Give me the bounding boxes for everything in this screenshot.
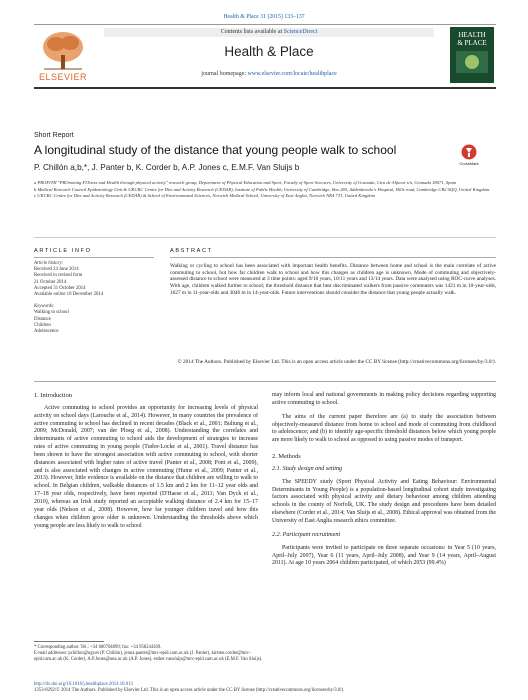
history-item: Received 24 June 2014 (34, 267, 79, 273)
tree-icon (34, 29, 92, 73)
crossmark-icon (461, 144, 477, 160)
publisher-logo-text: ELSEVIER (38, 72, 88, 82)
keyword: Adolescence (34, 329, 59, 335)
divider (34, 237, 496, 238)
divider (170, 257, 496, 258)
divider (34, 257, 154, 258)
article-info (34, 261, 154, 335)
history-item: Received in revised form (34, 273, 83, 279)
contents-prefix: Contents lists available at (220, 29, 283, 35)
homepage-prefix: journal homepage: (201, 71, 247, 77)
article-info-heading: ARTICLE INFO (34, 248, 92, 254)
subsection-heading: 2.2. Participant recruitment (272, 531, 341, 538)
footnote (34, 645, 264, 663)
body-column-left (34, 392, 258, 536)
keyword: Distance (34, 316, 51, 322)
journal-cover-thumbnail[interactable] (450, 27, 494, 83)
journal-reference[interactable]: Health & Place 31 (2015) 133–137 (223, 14, 305, 20)
divider (34, 381, 496, 382)
license-line: 1353-8292/© 2014 The Authors. Published by Elsevier Ltd. This is an open access article under the CC BY license (http://creativecommons.org/licenses/by/3.0/). (34, 688, 345, 693)
cover-title-line2: & PLACE (457, 39, 487, 47)
affiliations (34, 180, 494, 200)
paragraph: Active commuting to school provides an opportunity for increasing levels of physical activity on school days (Larouche et al., 2014). However, in many countries the prevalence of active commuting to school has declined in recent decades (Black et al., 2001; Buliung et al., 2009; McDonald, 2007; van der Ploeg et al., 2008). Understanding the correlates and determinants of active commuting to school aids the development of strategies to increase rates of active commuting in young people (Tudor-Locke et al., 2001). Travel distance has been shown to have the strongest association with active commuting to school, with shorter distances associated with higher rates of active travel (Panter et al., 2008; Pont et al., 2009), and is also associated with changes in active commuting (Hume et al., 2009; Panter et al., 2013). However, little evidence is available on the distance that children are willing to walk to school. In Belgian children, walkable distances of 1.5 km and 2 km for 11–12 year olds and 17–18 year olds, respectively, have been reported (D'Haese et al., 2011; Van Dyck et al., 2010), whereas an Irish study reported an acceptable walking distance of 2.4 km for 15–17 year olds (Nelson et al., 2008). However, how far younger children travel and how this changes when children grow older is unknown. Understanding the thresholds above which young people are less likely to walk to school (34, 404, 258, 529)
section-heading: 2. Methods (272, 453, 301, 461)
body-column-right (272, 392, 496, 574)
journal-title: Health & Place (224, 44, 314, 59)
keyword: Walking to school (34, 310, 69, 316)
author-list: P. Chillón a,b,*, J. Panter b, K. Corder b, A.P. Jones c, E.M.F. Van Sluijs b (34, 163, 300, 172)
abstract-text: Walking or cycling to school has been associated with important health benefits. Distance between home and school is the main correlate of active commuting to school, but how far children walk to school and how this changes as children age is unknown. Mode of commuting and objectively-assessed distance to school were measured at 3 time points: aged 9/10 years, 10/11 years and 13/14 years. Data were analysed using ROC-curve analyses. With age, children walked further to school; the threshold distance that best discriminated walkers from passive commuters was 1421 m in 10-year-olds, 1627 m in 11-year-olds and 3046 m in 14-year-olds. Future interventions should consider the distance that young people actually walk. (170, 263, 496, 296)
abstract-heading: ABSTRACT (170, 248, 213, 254)
journal-homepage (104, 71, 434, 77)
cover-art-icon (452, 47, 492, 77)
keywords-label: Keywords: (34, 304, 55, 310)
affiliation-c: c UKCRC Centre for Diet and Activity Research (CEDAR) & School of Environmental Sciences, Norwich Medical School, University of East Anglia, Norwich NR4 7TJ, United Kingdom (34, 193, 376, 199)
crossmark-label: CrossMark (459, 161, 479, 166)
corresponding-author: * Corresponding author. Tel.: +34 600704899; fax: +34 958244369. (34, 645, 162, 650)
contents-list-box (104, 28, 434, 37)
paragraph: The aims of the current paper therefore are (a) to study the association between objectively-measured distance from home to school and mode of commuting from childhood to adolescence; and (b) to identify age-specific threshold distances below which young people are more likely to walk to school as opposed to using passive modes of transport. (272, 413, 496, 444)
paragraph: The SPEEDY study (Sport Physical Activity and Eating Behaviour: Environmental Determinants in Young People) is a population-based longitudinal cohort study investigating factors associated with physical activity and dietary behaviour among children attending schools in the county of Norfolk, UK. The study design and procedures have been detailed elsewhere (Corder et al., 2014; Van Sluijs et al., 2008). Ethical approval was obtained from the University of East Anglia research ethics committee. (272, 478, 496, 524)
sciencedirect-link[interactable]: ScienceDirect (283, 29, 318, 35)
doi-block (34, 682, 496, 694)
history-item: Accepted 31 October 2014 (34, 285, 86, 291)
journal-masthead (34, 24, 496, 89)
history-item: Available online 18 December 2014 (34, 292, 104, 298)
affiliation-a: a PROFITH "PROmoting FITness and Health through physical activity" research group, Department of Physical Education and Sport, Faculty of Sport Sciences, University of Granada, Ctra de Alfacar s/n, Granada 18071, Spain (34, 180, 457, 185)
cover-title-line1: HEALTH (458, 31, 486, 39)
paragraph: may inform local and national governments in making policy decisions regarding supporting active commuting to school. (272, 392, 496, 406)
subsection-heading: 2.1. Study design and setting (272, 465, 343, 472)
elsevier-logo[interactable] (34, 29, 92, 81)
footnote-divider (34, 641, 104, 642)
copyright-notice: © 2014 The Authors. Published by Elsevier Ltd. This is an open access article under the CC BY license (http://creativecommons.org/licenses/by/3.0/). (177, 359, 496, 365)
doi-link[interactable]: http://dx.doi.org/10.1016/j.healthplace.2014.10.013 (34, 682, 133, 687)
homepage-link[interactable]: www.elsevier.com/locate/healthplace (247, 71, 337, 77)
history-item: 21 October 2014 (34, 279, 67, 285)
affiliation-b: b Medical Research Council Epidemiology Unit & UKCRC Centre for Diet and Activity Research (CEDAR), Institute of Public Health, University of Cambridge, Box 285, Addenbrooke's Hospital, Hills road, Cambridge CB2 0QQ, United Kingdom (34, 186, 490, 192)
article-type: Short Report (34, 132, 74, 139)
article-title: A longitudinal study of the distance that young people walk to school (34, 143, 397, 157)
section-heading: 1. Introduction (34, 392, 72, 399)
history-label: Article history: (34, 261, 64, 266)
paragraph: Participants were invited to participate on three separate occasions: in Year 5 (10 years, April–July 2007), Year 6 (11 years, April–July 2008), and Year 9 (14 years, April–August 2011). At age 10 years 2064 children participated, of which 2053 (99.4%) (272, 544, 496, 567)
keyword: Children (34, 322, 51, 328)
author-emails: E-mail addresses: pchillon@ugr.es (P. Chillón), jenna.panter@mrc-epid.cam.ac.uk (J. Panter), kirsten.corder@mrc-epid.cam.ac.uk (K. Corder), A.P.Jones@uea.ac.uk (A.P. Jones), esther.vansluijs@mrc-epid.cam.ac.uk (E.M.F. Van Sluijs). (34, 651, 263, 662)
